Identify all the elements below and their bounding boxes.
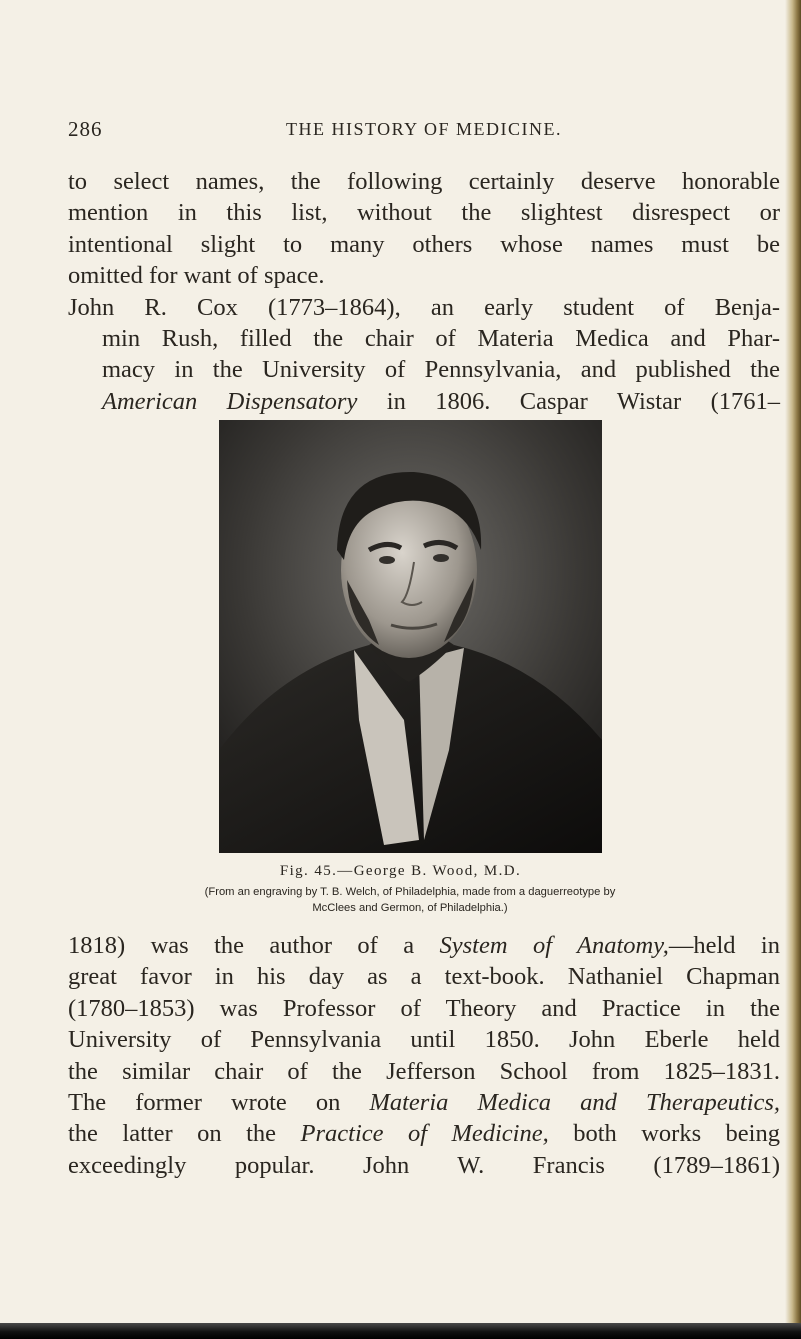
text-line: the similar chair of the Jefferson School from 1825–1831. xyxy=(68,1057,780,1085)
text-run: —held in xyxy=(668,932,780,959)
text-line: intentional slight to many others whose names must be xyxy=(68,230,780,258)
page-header xyxy=(68,117,788,147)
figure-caption-note: (From an engraving by T. B. Welch, of Philadelphia, made from a daguerreotype by McClees and Germon, of Philadelphia.) xyxy=(204,886,616,914)
page-edge-shadow xyxy=(785,0,801,1339)
text-line: (1780–1853) was Professor of Theory and Practice in the xyxy=(68,994,780,1022)
text-line: min Rush, filled the chair of Materia Medica and Phar- xyxy=(102,325,780,353)
text-run: 1818) was the author of a xyxy=(68,932,440,959)
text-line: great favor in his day as a text-book. Nathaniel Chapman xyxy=(68,963,780,991)
body-text-bottom xyxy=(68,930,780,1181)
figure-caption-title: Fig. 45.—George B. Wood, M.D. xyxy=(279,863,522,879)
portrait-engraving xyxy=(219,420,602,853)
running-head: THE HISTORY OF MEDICINE. xyxy=(286,119,563,139)
paragraph-1 xyxy=(68,166,780,292)
body-text-top xyxy=(68,166,780,417)
text-run: The former wrote on xyxy=(68,1089,370,1117)
text-run: both works being xyxy=(548,1120,780,1148)
text-line: macy in the University of Pennsylvania, and published the xyxy=(102,356,780,384)
text-line xyxy=(68,1087,780,1118)
text-run: the latter on the xyxy=(68,1120,301,1148)
text-line xyxy=(68,1118,780,1149)
page-number: 286 xyxy=(68,117,103,141)
text-line: exceedingly popular. John W. Francis (1789–1861) xyxy=(68,1151,780,1179)
text-line xyxy=(68,930,780,961)
portrait-image xyxy=(219,420,602,853)
text-line xyxy=(68,386,780,417)
paragraph-2 xyxy=(68,292,780,418)
italic-title: Practice of Medicine, xyxy=(300,1120,549,1148)
text-line: John R. Cox (1773–1864), an early student of Benja- xyxy=(68,293,780,321)
italic-title: System of Anatomy, xyxy=(439,932,669,959)
text-line: to select names, the following certainly deserve honorable xyxy=(68,168,780,195)
text-run: in 1806. Caspar Wistar (1761– xyxy=(357,387,780,415)
scan-bottom-edge xyxy=(0,1323,801,1339)
text-line: University of Pennsylvania until 1850. John Eberle held xyxy=(68,1026,780,1054)
text-line: omitted for want of space. xyxy=(68,262,325,290)
italic-title: Materia Medica and Therapeutics, xyxy=(369,1089,780,1117)
italic-title: American Dispensatory xyxy=(102,387,358,415)
text-line: mention in this list, without the slightest disrespect or xyxy=(68,199,780,227)
